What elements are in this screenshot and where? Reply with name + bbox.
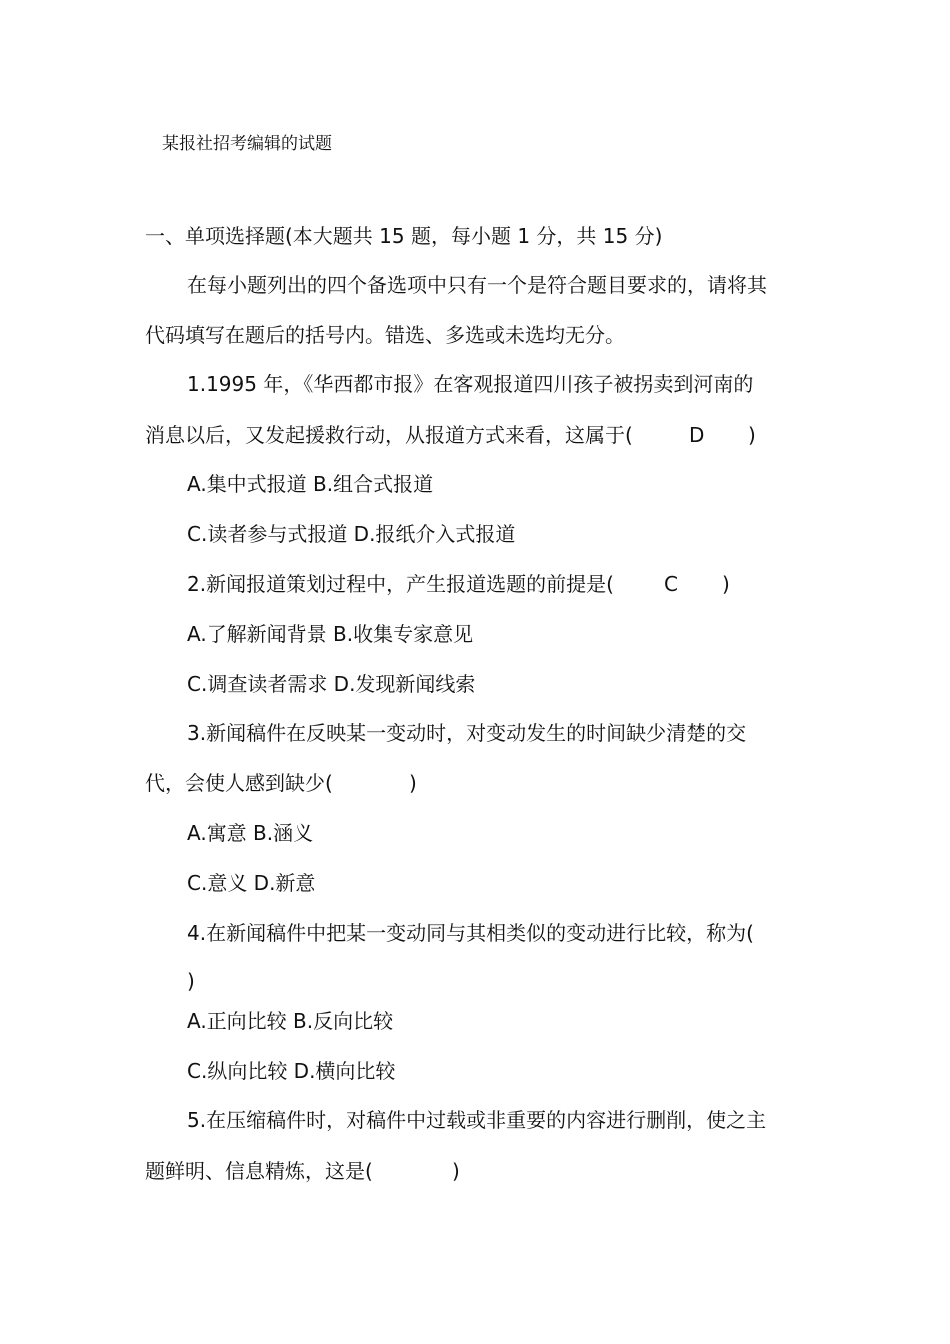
question-4-line-2: ) (187, 969, 195, 993)
instructions-line-2: 代码填写在题后的括号内。错选、多选或未选均无分。 (145, 323, 625, 347)
question-2-close-paren: ) (722, 572, 730, 596)
section-heading: 一、单项选择题(本大题共 15 题，每小题 1 分，共 15 分) (145, 224, 663, 248)
question-4-line-1: 4.在新闻稿件中把某一变动同与其相类似的变动进行比较，称为( (187, 921, 754, 945)
question-3-line-1: 3.新闻稿件在反映某一变动时，对变动发生的时间缺少清楚的交 (187, 721, 747, 745)
question-4-options-ab: A.正向比较 B.反向比较 (187, 1009, 394, 1033)
instructions-line-1: 在每小题列出的四个备选项中只有一个是符合题目要求的，请将其 (187, 273, 767, 297)
question-4-options-cd: C.纵向比较 D.横向比较 (187, 1059, 396, 1083)
question-3-line-2: 代，会使人感到缺少( (145, 771, 333, 795)
question-1-line-2: 消息以后，又发起援救行动，从报道方式来看，这属于( (145, 423, 633, 447)
question-1-close-paren: ) (748, 423, 756, 447)
question-2-options-ab: A.了解新闻背景 B.收集专家意见 (187, 622, 474, 646)
question-3-close-paren: ) (409, 771, 417, 795)
question-5-line-1: 5.在压缩稿件时，对稿件中过载或非重要的内容进行删削，使之主 (187, 1108, 767, 1132)
question-5-line-2: 题鲜明、信息精炼，这是( (145, 1159, 373, 1183)
question-5-close-paren: ) (452, 1159, 460, 1183)
question-1-options-cd: C.读者参与式报道 D.报纸介入式报道 (187, 522, 516, 546)
question-3-options-ab: A.寓意 B.涵义 (187, 821, 314, 845)
question-1-answer: D (689, 423, 705, 447)
question-1-options-ab: A.集中式报道 B.组合式报道 (187, 472, 434, 496)
question-2-answer: C (664, 572, 678, 596)
question-3-options-cd: C.意义 D.新意 (187, 871, 316, 895)
document-title: 某报社招考编辑的试题 (162, 134, 332, 154)
question-2-options-cd: C.调查读者需求 D.发现新闻线索 (187, 672, 476, 696)
question-2-line-1: 2.新闻报道策划过程中，产生报道选题的前提是( (187, 572, 614, 596)
question-1-line-1: 1.1995 年，《华西都市报》在客观报道四川孩子被拐卖到河南的 (187, 372, 754, 396)
